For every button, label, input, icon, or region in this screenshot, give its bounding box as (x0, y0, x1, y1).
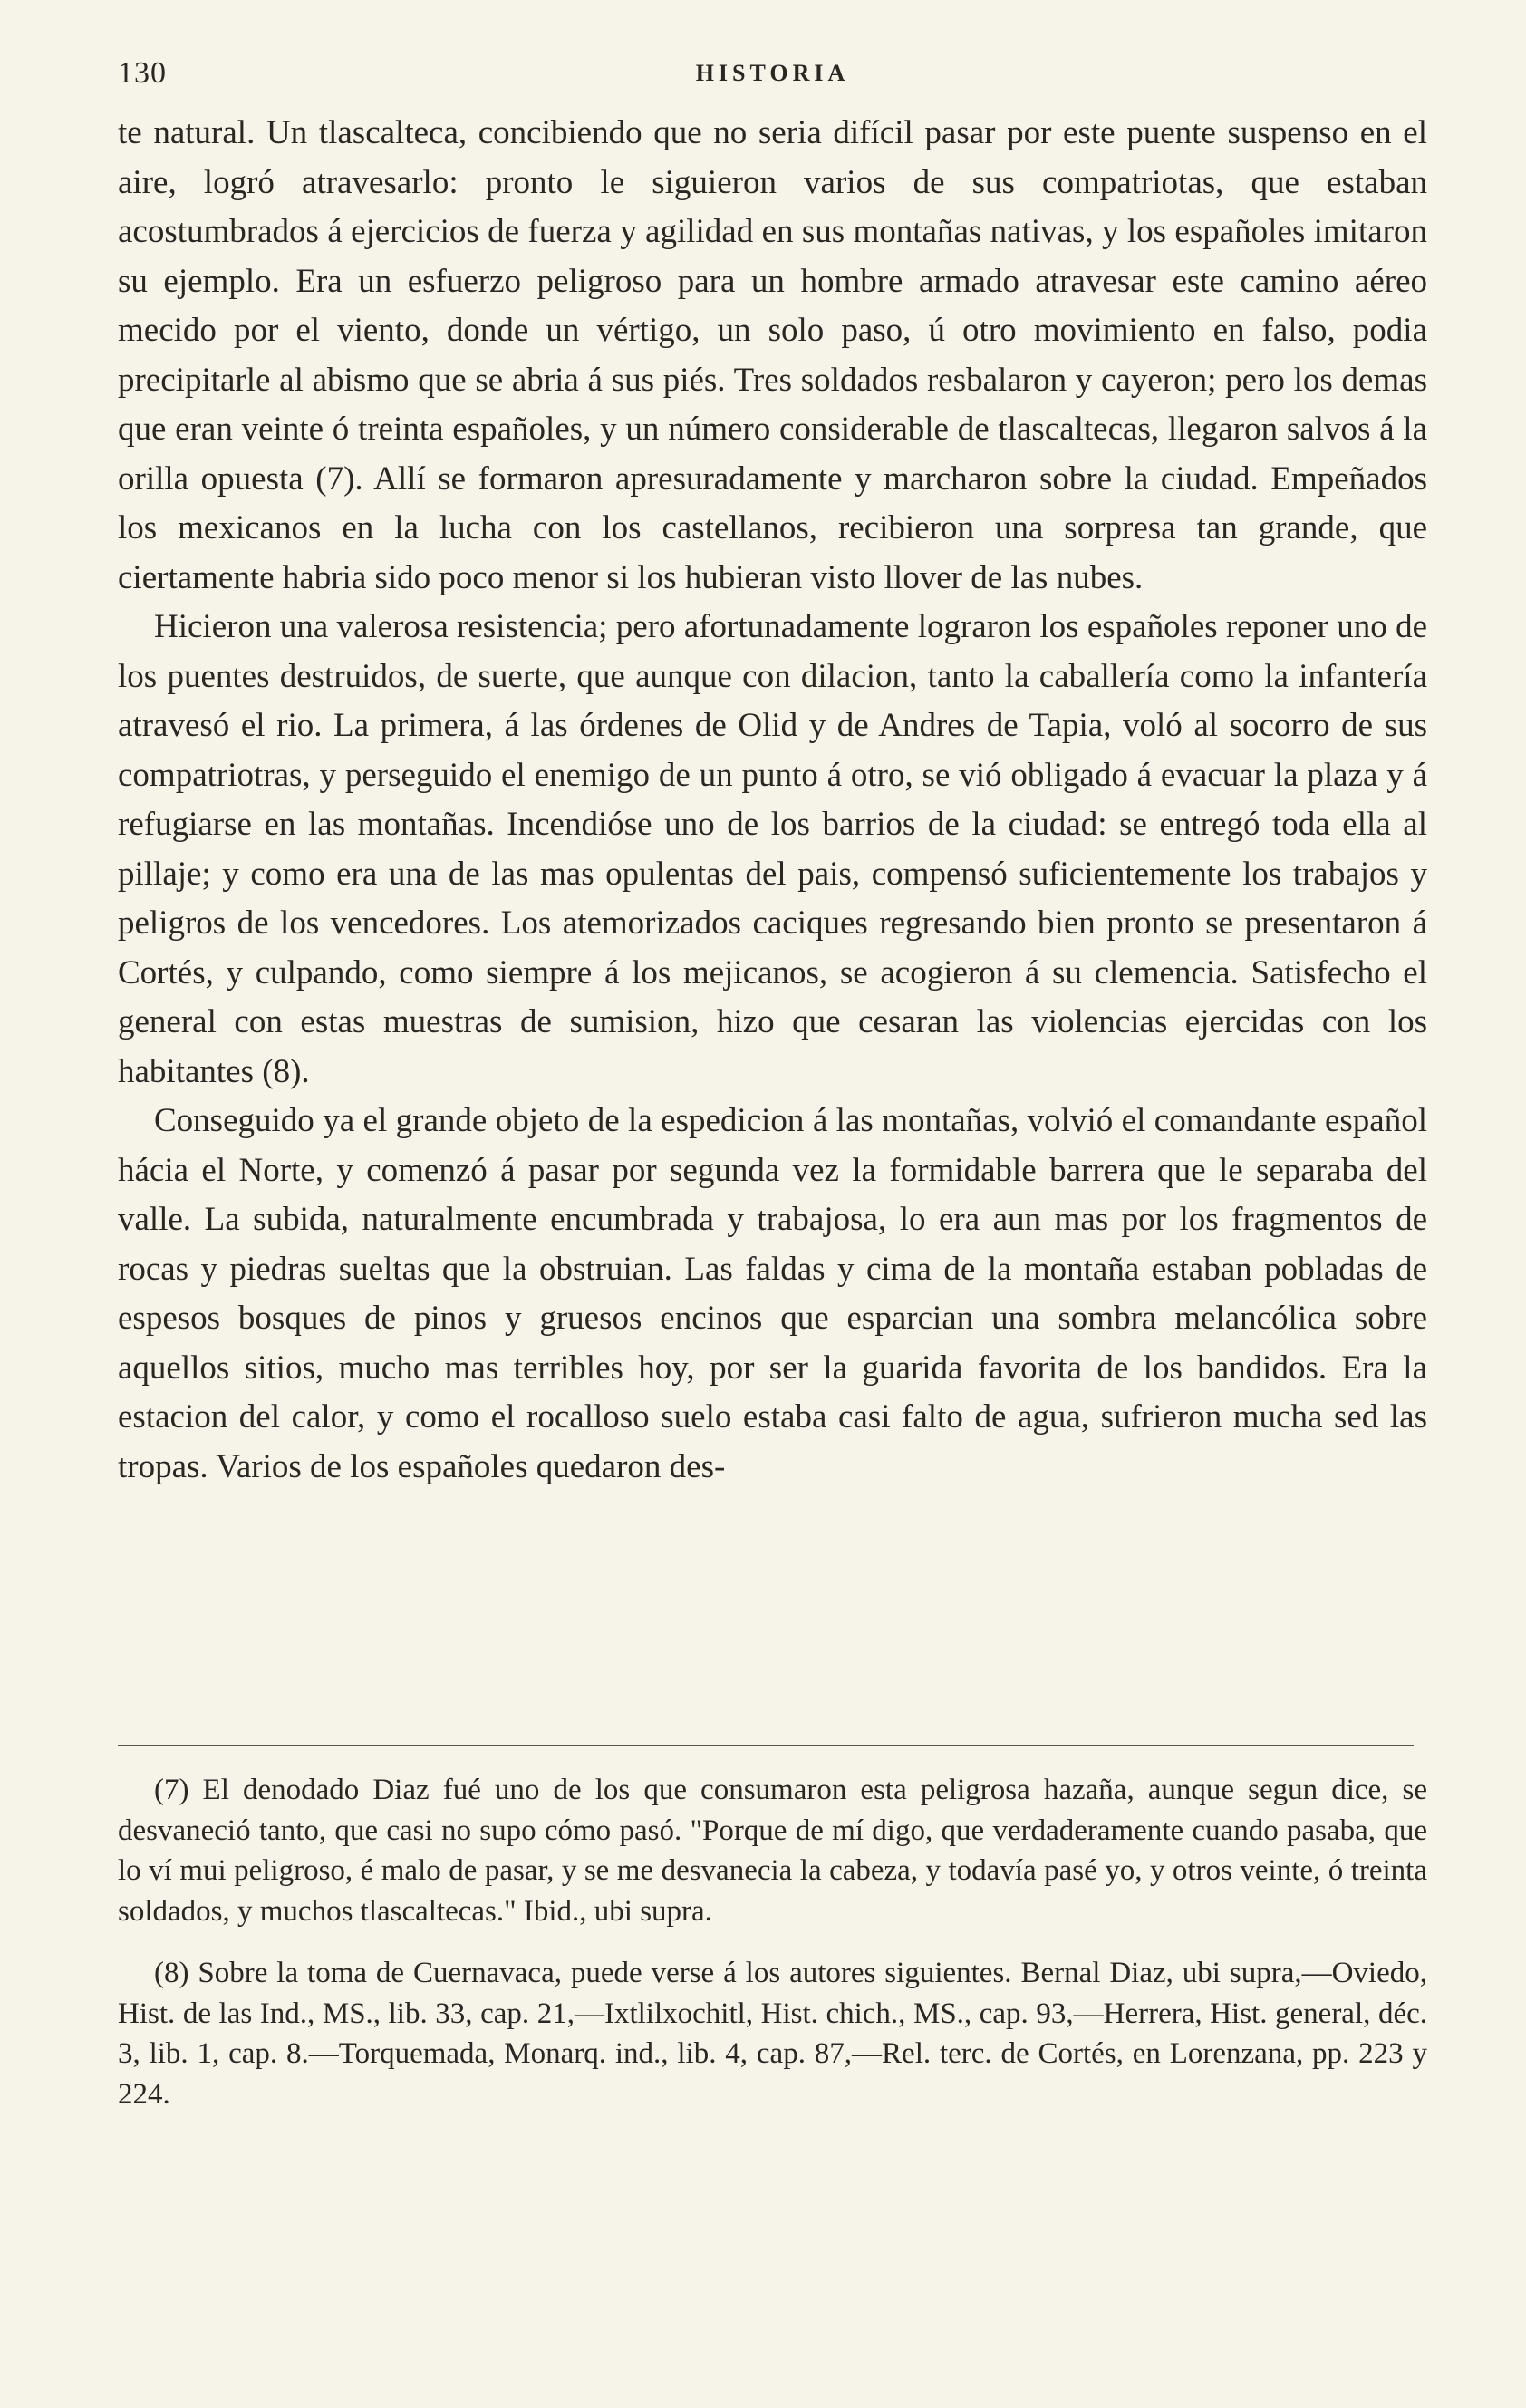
paragraph: Conseguido ya el grande objeto de la espedicion á las montañas, volvió el comandante español hácia el Norte, y comenzó á pasar por segunda vez la formidable barrera que le separaba del valle. La subida, naturalmente encumbrada y trabajosa, lo era aun mas por los fragmentos de rocas y piedras sueltas que la obstruian. Las faldas y cima de la montaña estaban pobladas de espesos bosques de pinos y gruesos encinos que esparcian una sombra melancólica sobre aquellos sitios, mucho mas terribles hoy, por ser la guarida favorita de los bandidos. Era la estacion del calor, y como el rocalloso suelo estaba casi falto de agua, sufrieron mucha sed las tropas. Varios de los españoles quedaron des- (118, 1102, 1427, 1485)
footnotes (118, 1770, 1427, 2114)
page-number: 130 (118, 56, 167, 90)
paragraph: te natural. Un tlascalteca, concibiendo que no seria difícil pasar por este puente suspenso en el aire, logró atravesarlo: pronto le siguieron varios de sus compatriotas, que estaban acostumbrados á ejercicios de fuerza y agilidad en sus montañas nativas, y los españoles imitaron su ejemplo. Era un esfuerzo peligroso para un hombre armado atravesar este camino aéreo mecido por el viento, donde un vértigo, un solo paso, ú otro movimiento en falso, podia precipitarle al abismo que se abria á sus piés. Tres soldados resbalaron y cayeron; pero los demas que eran veinte ó treinta españoles, y un número considerable de tlascaltecas, llegaron salvos á la orilla opuesta (7). Allí se formaron apresuradamente y marcharon sobre la ciudad. Empeñados los mexicanos en la lucha con los castellanos, recibieron una sorpresa tan grande, que ciertamente habria sido poco menor si los hubieran visto llover de las nubes. (118, 114, 1427, 596)
page-header (118, 56, 1427, 92)
main-text (118, 109, 1427, 1492)
paragraph: Hicieron una valerosa resistencia; pero afortunadamente lograron los españoles reponer uno de los puentes destruidos, de suerte, que aunque con dilacion, tanto la caballería como la infantería atravesó el rio. La primera, á las órdenes de Olid y de Andres de Tapia, voló al socorro de sus compatriotras, y perseguido el enemigo de un punto á otro, se vió obligado á evacuar la plaza y á refugiarse en las montañas. Incendióse uno de los barrios de la ciudad: se entregó toda ella al pillaje; y como era una de las mas opulentas del pais, compensó suficientemente los trabajos y peligros de los vencedores. Los atemorizados caciques regresando bien pronto se presentaron á Cortés, y culpando, como siempre á los mejicanos, se acogieron á su clemencia. Satisfecho el general con estas muestras de sumision, hizo que cesaran las violencias ejercidas con los habitantes (8). (118, 608, 1427, 1090)
footnote-divider (118, 1745, 1414, 1746)
running-head: HISTORIA (695, 60, 850, 86)
footnote-7: (7) El denodado Diaz fué uno de los que consumaron esta peligrosa hazaña, aunque segun dice, se desvaneció tanto, que casi no supo cómo pasó. "Porque de mí digo, que verdaderamente cuando pasaba, que lo ví mui peligroso, é malo de pasar, y se me desvanecia la cabeza, y todavía pasé yo, y otros veinte, ó treinta soldados, y muchos tlascaltecas." Ibid., ubi supra. (118, 1774, 1427, 1928)
footnote-8: (8) Sobre la toma de Cuernavaca, puede verse á los autores siguientes. Bernal Diaz, ubi supra,—Oviedo, Hist. de las Ind., MS., lib. 33, cap. 21,—Ixtlilxochitl, Hist. chich., MS., cap. 93,—Herrera, Hist. general, déc. 3, lib. 1, cap. 8.—Torquemada, Monarq. ind., lib. 4, cap. 87,—Rel. terc. de Cortés, en Lorenzana, pp. 223 y 224. (118, 1957, 1427, 2111)
